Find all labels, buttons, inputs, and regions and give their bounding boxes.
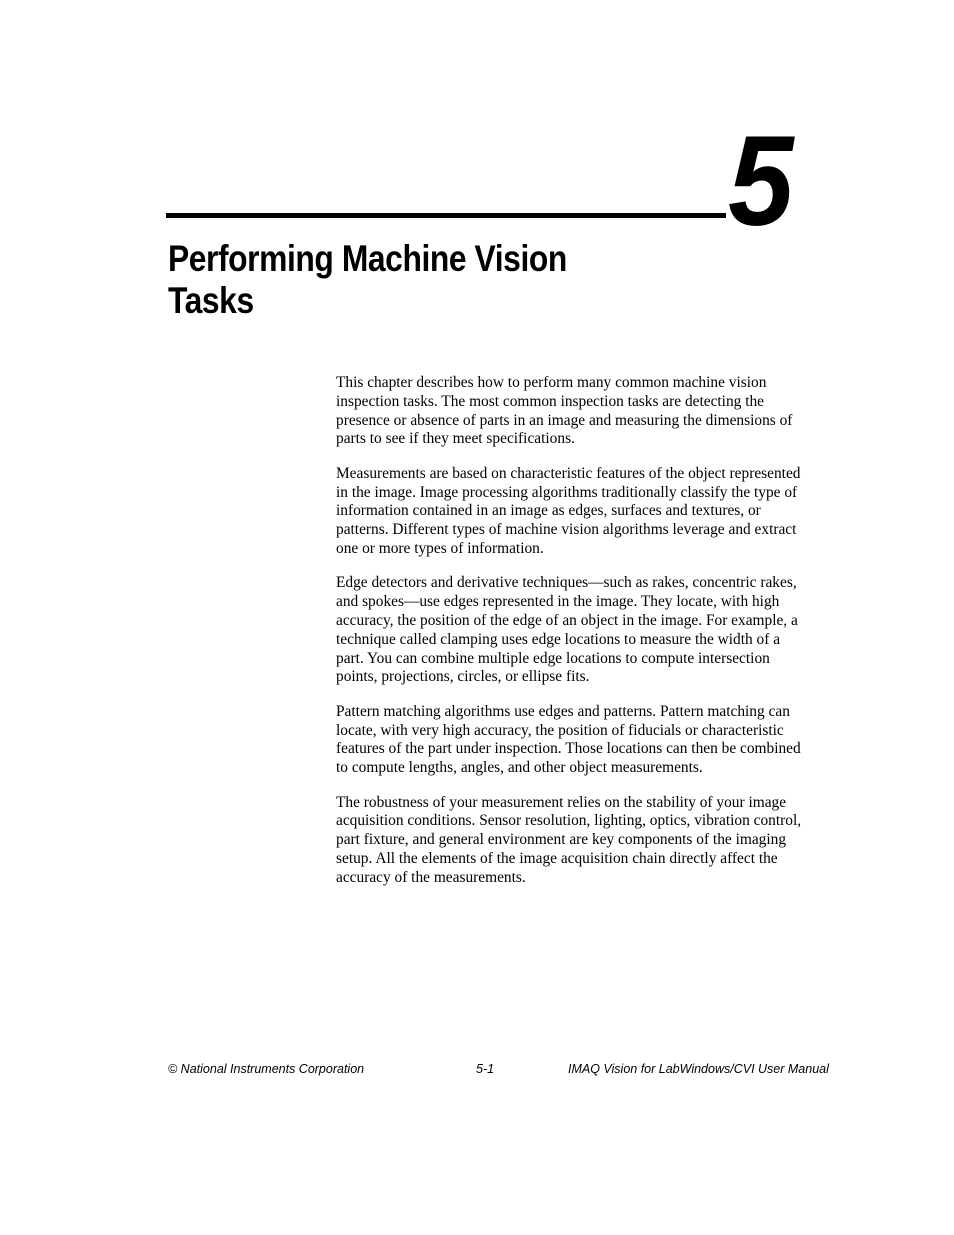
body-text — [336, 374, 806, 903]
footer-manual-title: IMAQ Vision for LabWindows/CVI User Manual — [568, 1062, 829, 1076]
footer-page-number: 5-1 — [476, 1062, 495, 1076]
paragraph-4: Pattern matching algorithms use edges and patterns. Pattern matching can locate, with very high accuracy, the position of fiducials or characteristic features of the part under inspection. Those locations can then be combined to compute lengths, angles, and other object measurements. — [336, 702, 801, 777]
footer-copyright: © National Instruments Corporation — [168, 1062, 365, 1076]
chapter-title — [168, 238, 598, 322]
paragraph-5: The robustness of your measurement relies on the stability of your image acquisition conditions. Sensor resolution, lighting, optics, vibration control, part fixture, and general environment are key components of the imaging setup. All the elements of the image acquisition chain directly affect the accuracy of the measurements. — [336, 793, 802, 886]
chapter-number: 5 — [728, 110, 792, 253]
paragraph-3: Edge detectors and derivative techniques—such as rakes, concentric rakes, and spokes—use edges represented in the image. They locate, with high accuracy, the position of the edge of an object in the image. For example, a technique called clamping uses edge locations to measure the width of a part. You can combine multiple edge locations to compute intersection points, projections, circles, or ellipse fits. — [336, 574, 798, 686]
chapter-rule — [166, 213, 726, 218]
paragraph-2: Measurements are based on characteristic features of the object represented in the image. Image processing algorithms traditionally classify the type of information contained in an image as edges, surfaces and textures, or patterns. Different types of machine vision algorithms leverage and extract one or more types of information. — [336, 464, 801, 557]
chapter-title-line-1: Performing Machine Vision — [168, 238, 567, 279]
chapter-title-line-2: Tasks — [168, 280, 254, 321]
paragraph-1: This chapter describes how to perform many common machine vision inspection tasks. The most common inspection tasks are detecting the presence or absence of parts in an image and measuring the dimensions of parts to see if they meet specifications. — [336, 374, 793, 448]
